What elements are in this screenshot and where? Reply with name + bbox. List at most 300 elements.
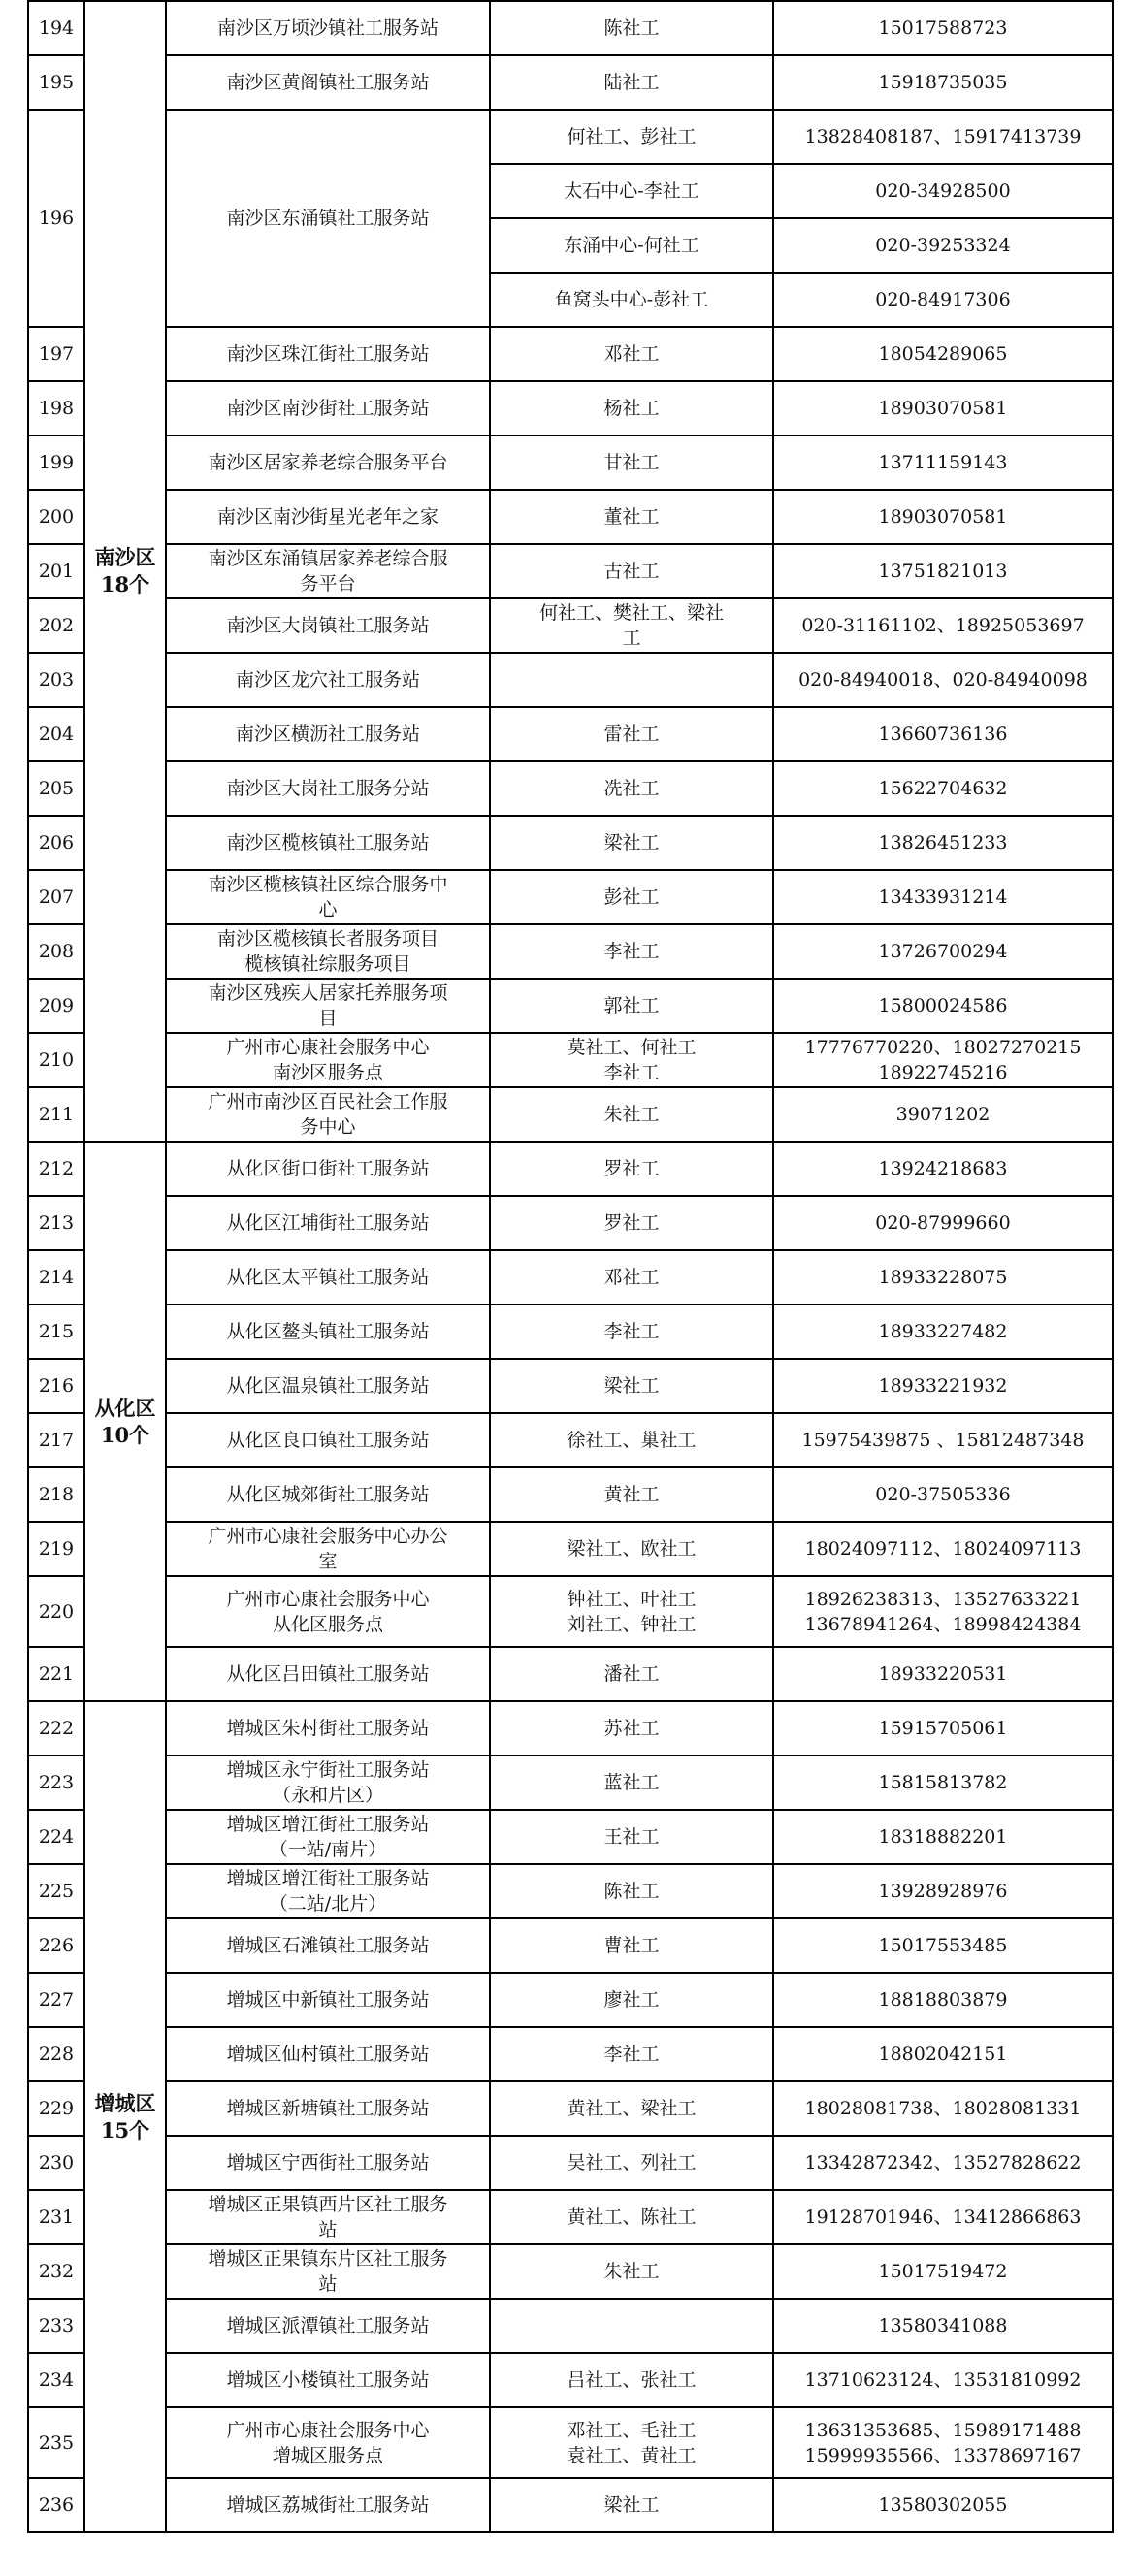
phone-cell xyxy=(773,761,1113,816)
contact-cell xyxy=(490,2299,773,2353)
contact-name-line: 曹社工 xyxy=(603,1935,660,1956)
organization-name-line: 广州市心康社会服务中心 xyxy=(226,2419,430,2441)
organization-cell xyxy=(166,1755,490,1810)
organization-cell xyxy=(166,1413,490,1467)
district-cell-zengcheng xyxy=(84,1701,166,2532)
organization-name-line: 从化区太平镇社工服务站 xyxy=(226,1267,430,1288)
phone-cell xyxy=(773,1467,1113,1522)
phone-cell xyxy=(773,924,1113,979)
phone-cell xyxy=(773,816,1113,870)
row-number-cell: 210 xyxy=(28,1033,84,1087)
contact-cell xyxy=(490,1647,773,1701)
row-number-cell: 220 xyxy=(28,1576,84,1647)
table-row xyxy=(28,1701,1113,1755)
organization-name-line: 增城区荔城街社工服务站 xyxy=(226,2495,430,2516)
phone-number-line: 18802042151 xyxy=(878,2044,1008,2065)
contact-cell xyxy=(490,2478,773,2532)
phone-number-line: 15815813782 xyxy=(878,1772,1008,1793)
row-number-cell: 231 xyxy=(28,2190,84,2244)
contact-cell xyxy=(490,598,773,653)
organization-name-line: 南沙区服务点 xyxy=(272,1062,383,1083)
contact-name-line: 雷社工 xyxy=(603,724,660,745)
phone-number-line: 13711159143 xyxy=(878,452,1008,473)
row-number-cell: 236 xyxy=(28,2478,84,2532)
contact-name-line: 太石中心-李社工 xyxy=(564,180,699,202)
contact-name-line: 罗社工 xyxy=(603,1158,660,1179)
organization-cell xyxy=(166,2407,490,2478)
contact-name-line: 黄社工、梁社工 xyxy=(567,2098,697,2119)
phone-cell xyxy=(773,598,1113,653)
organization-name-line: 南沙区珠江街社工服务站 xyxy=(226,343,430,365)
organization-name-line: 务平台 xyxy=(300,573,356,595)
contact-name-line: 梁社工、欧社工 xyxy=(567,1538,697,1560)
contact-name-line: 朱社工 xyxy=(603,2261,660,2282)
contact-name-line: 吴社工、列社工 xyxy=(567,2152,697,2174)
phone-number-line: 18933228075 xyxy=(878,1267,1008,1288)
contact-cell xyxy=(490,1810,773,1864)
row-number-cell: 199 xyxy=(28,435,84,490)
contact-name-line: 梁社工 xyxy=(603,832,660,853)
contact-cell xyxy=(490,1918,773,1973)
organization-name-line: 增城区新塘镇社工服务站 xyxy=(226,2098,430,2119)
organization-name-line: 南沙区万顷沙镇社工服务站 xyxy=(216,17,439,39)
row-number-cell: 196 xyxy=(28,110,84,327)
contact-cell xyxy=(490,1973,773,2027)
contact-name-line: 廖社工 xyxy=(603,1989,660,2011)
table-row xyxy=(28,2244,1113,2299)
table-row xyxy=(28,1973,1113,2027)
phone-number-line: 18933220531 xyxy=(878,1663,1008,1685)
table-row xyxy=(28,1755,1113,1810)
phone-number-line: 13826451233 xyxy=(878,832,1008,853)
organization-name-line: 增城区正果镇东片区社工服务 xyxy=(208,2248,448,2270)
contact-name-line: 钟社工、叶社工 xyxy=(567,1588,697,1610)
organization-cell xyxy=(166,2244,490,2299)
row-number-cell: 219 xyxy=(28,1522,84,1576)
table-row xyxy=(28,327,1113,381)
organization-cell xyxy=(166,2299,490,2353)
contact-name-line: 古社工 xyxy=(603,561,660,582)
table-row xyxy=(28,55,1113,110)
row-number-cell: 232 xyxy=(28,2244,84,2299)
phone-cell xyxy=(773,435,1113,490)
district-count: 15个 xyxy=(100,2117,150,2142)
organization-name-line: 站 xyxy=(318,2273,338,2295)
contact-name-line: 梁社工 xyxy=(603,2495,660,2516)
table-row xyxy=(28,1142,1113,1196)
organization-cell xyxy=(166,55,490,110)
phone-cell xyxy=(773,218,1113,273)
organization-name-line: 从化区温泉镇社工服务站 xyxy=(226,1375,430,1397)
phone-number-line: 18054289065 xyxy=(878,343,1008,365)
row-number-cell: 206 xyxy=(28,816,84,870)
row-number-cell: 227 xyxy=(28,1973,84,2027)
district-name: 增城区 xyxy=(94,2090,156,2115)
organization-cell xyxy=(166,1359,490,1413)
table-row xyxy=(28,707,1113,761)
contact-cell xyxy=(490,870,773,924)
table-row xyxy=(28,1864,1113,1918)
organization-name-line: 增城区增江街社工服务站 xyxy=(226,1814,430,1835)
phone-number-line: 13726700294 xyxy=(878,941,1008,962)
table-row xyxy=(28,2027,1113,2081)
table-row xyxy=(28,924,1113,979)
contact-cell xyxy=(490,1196,773,1250)
phone-cell xyxy=(773,979,1113,1033)
organization-cell xyxy=(166,1142,490,1196)
organization-name-line: 从化区良口镇社工服务站 xyxy=(226,1430,430,1451)
phone-cell xyxy=(773,2027,1113,2081)
organization-name-line: 广州市心康社会服务中心 xyxy=(226,1588,430,1610)
phone-cell xyxy=(773,110,1113,164)
phone-number-line: 17776770220、18027270215 xyxy=(804,1037,1082,1058)
organization-cell xyxy=(166,2478,490,2532)
contact-cell xyxy=(490,1467,773,1522)
organization-cell xyxy=(166,1467,490,1522)
phone-number-line: 13751821013 xyxy=(878,561,1008,582)
contact-name-line: 李社工 xyxy=(603,1062,660,1083)
table-row xyxy=(28,544,1113,598)
contact-cell xyxy=(490,1359,773,1413)
contact-name-line: 梁社工 xyxy=(603,1375,660,1397)
phone-number-line: 18933221932 xyxy=(878,1375,1008,1397)
organization-name-line: 南沙区横沥社工服务站 xyxy=(235,724,420,745)
organization-name-line: 从化区江埔街社工服务站 xyxy=(226,1212,430,1234)
row-number-cell: 195 xyxy=(28,55,84,110)
organization-name-line: 增城区石滩镇社工服务站 xyxy=(226,1935,430,1956)
district-name: 从化区 xyxy=(94,1395,156,1420)
table-row xyxy=(28,2136,1113,2190)
phone-cell xyxy=(773,1576,1113,1647)
phone-number-line: 020-84917306 xyxy=(875,289,1011,310)
contact-cell xyxy=(490,1755,773,1810)
organization-name-line: 南沙区东涌镇居家养老综合服 xyxy=(208,548,448,569)
organization-cell xyxy=(166,544,490,598)
contact-name-line: 徐社工、巢社工 xyxy=(567,1430,697,1451)
row-number-cell: 197 xyxy=(28,327,84,381)
phone-number-line: 18318882201 xyxy=(878,1826,1008,1848)
table-row xyxy=(28,1304,1113,1359)
contact-cell xyxy=(490,707,773,761)
row-number-cell: 229 xyxy=(28,2081,84,2136)
phone-number-line: 13924218683 xyxy=(878,1158,1008,1179)
contact-cell xyxy=(490,2027,773,2081)
row-number-cell: 216 xyxy=(28,1359,84,1413)
contact-cell xyxy=(490,653,773,707)
phone-number-line: 39071202 xyxy=(895,1104,991,1125)
row-number-cell: 226 xyxy=(28,1918,84,1973)
phone-number-line: 19128701946、13412866863 xyxy=(804,2206,1082,2228)
table-row xyxy=(28,1087,1113,1142)
contact-cell xyxy=(490,327,773,381)
phone-number-line: 13828408187、15917413739 xyxy=(804,126,1082,147)
phone-number-line: 15999935566、13378697167 xyxy=(804,2444,1082,2466)
organization-name-line: 南沙区榄核镇社区综合服务中 xyxy=(208,874,448,895)
row-number-cell: 215 xyxy=(28,1304,84,1359)
row-number-cell: 213 xyxy=(28,1196,84,1250)
phone-cell xyxy=(773,55,1113,110)
row-number-cell: 228 xyxy=(28,2027,84,2081)
contact-name-line: 工 xyxy=(622,628,641,649)
phone-cell xyxy=(773,1413,1113,1467)
contact-name-line: 邓社工 xyxy=(603,343,660,365)
contact-cell xyxy=(490,1701,773,1755)
phone-cell xyxy=(773,490,1113,544)
phone-number-line: 18028081738、18028081331 xyxy=(804,2098,1082,2119)
organization-cell xyxy=(166,2190,490,2244)
contact-cell xyxy=(490,816,773,870)
contact-name-line: 冼社工 xyxy=(603,778,660,799)
contact-cell xyxy=(490,544,773,598)
row-number-cell: 200 xyxy=(28,490,84,544)
phone-number-line: 18926238313、13527633221 xyxy=(804,1588,1082,1610)
organization-cell xyxy=(166,816,490,870)
row-number-cell: 235 xyxy=(28,2407,84,2478)
organization-cell xyxy=(166,1576,490,1647)
organization-name-line: 室 xyxy=(318,1551,338,1572)
organization-name-line: 从化区城郊街社工服务站 xyxy=(226,1484,430,1505)
table-row xyxy=(28,1413,1113,1467)
row-number-cell: 221 xyxy=(28,1647,84,1701)
contact-cell xyxy=(490,55,773,110)
table-row xyxy=(28,1522,1113,1576)
contact-cell xyxy=(490,1087,773,1142)
phone-cell xyxy=(773,327,1113,381)
organization-name-line: 增城区服务点 xyxy=(272,2444,383,2466)
table-row xyxy=(28,2407,1113,2478)
row-number-cell: 224 xyxy=(28,1810,84,1864)
contact-name-line: 苏社工 xyxy=(603,1718,660,1739)
contact-name-line: 朱社工 xyxy=(603,1104,660,1125)
row-number-cell: 212 xyxy=(28,1142,84,1196)
table-row xyxy=(28,435,1113,490)
phone-number-line: 020-39253324 xyxy=(875,235,1011,256)
contact-cell xyxy=(490,979,773,1033)
contact-name-line: 黄社工 xyxy=(603,1484,660,1505)
contact-name-line: 黄社工、陈社工 xyxy=(567,2206,697,2228)
organization-cell xyxy=(166,761,490,816)
phone-cell xyxy=(773,1196,1113,1250)
organization-cell xyxy=(166,1033,490,1087)
phone-cell xyxy=(773,2190,1113,2244)
contact-cell xyxy=(490,2407,773,2478)
organization-name-line: 南沙区榄核镇长者服务项目 xyxy=(216,928,439,950)
organization-name-line: 增城区增江街社工服务站 xyxy=(226,1868,430,1889)
phone-number-line: 15017519472 xyxy=(878,2261,1008,2282)
organization-name-line: （二站/北片） xyxy=(269,1893,387,1915)
organization-name-line: 增城区中新镇社工服务站 xyxy=(226,1989,430,2011)
contact-cell xyxy=(490,273,773,327)
organization-cell xyxy=(166,1250,490,1304)
organization-name-line: 增城区朱村街社工服务站 xyxy=(226,1718,430,1739)
table-row xyxy=(28,1359,1113,1413)
table-row xyxy=(28,2081,1113,2136)
table-row xyxy=(28,1467,1113,1522)
organization-cell xyxy=(166,2136,490,2190)
phone-cell xyxy=(773,1973,1113,2027)
contact-cell xyxy=(490,2190,773,2244)
row-number-cell: 198 xyxy=(28,381,84,435)
organization-name-line: 从化区吕田镇社工服务站 xyxy=(226,1663,430,1685)
contact-name-line: 蓝社工 xyxy=(603,1772,660,1793)
row-number-cell: 223 xyxy=(28,1755,84,1810)
organization-cell xyxy=(166,1087,490,1142)
phone-number-line: 020-31161102、18925053697 xyxy=(801,615,1085,636)
organization-name-line: 广州市心康社会服务中心 xyxy=(226,1037,430,1058)
phone-cell xyxy=(773,2353,1113,2407)
contact-name-line: 李社工 xyxy=(603,2044,660,2065)
table-row xyxy=(28,381,1113,435)
contact-name-line: 潘社工 xyxy=(603,1663,660,1685)
contact-name-line: 何社工、樊社工、梁社 xyxy=(538,602,724,624)
table-row xyxy=(28,816,1113,870)
organization-name-line: 榄核镇社综服务项目 xyxy=(244,953,411,975)
organization-name-line: 心 xyxy=(318,899,338,920)
phone-number-line: 020-87999660 xyxy=(875,1212,1011,1234)
phone-number-line: 18903070581 xyxy=(878,398,1008,419)
row-number-cell: 203 xyxy=(28,653,84,707)
contact-cell xyxy=(490,761,773,816)
organization-cell xyxy=(166,2081,490,2136)
phone-cell xyxy=(773,1755,1113,1810)
phone-cell xyxy=(773,2136,1113,2190)
organization-name-line: 南沙区南沙街星光老年之家 xyxy=(216,506,439,528)
phone-cell xyxy=(773,1142,1113,1196)
contact-cell xyxy=(490,2136,773,2190)
organization-cell xyxy=(166,490,490,544)
phone-cell xyxy=(773,1033,1113,1087)
row-number-cell: 201 xyxy=(28,544,84,598)
organization-name-line: 南沙区榄核镇社工服务站 xyxy=(226,832,430,853)
table-row xyxy=(28,598,1113,653)
contact-name-line: 邓社工、毛社工 xyxy=(567,2419,697,2441)
phone-number-line: 15918735035 xyxy=(878,72,1008,93)
row-number-cell: 208 xyxy=(28,924,84,979)
organization-name-line: 增城区派潭镇社工服务站 xyxy=(226,2315,430,2336)
contact-name-line: 彭社工 xyxy=(603,886,660,908)
organization-cell xyxy=(166,1864,490,1918)
organization-name-line: 增城区正果镇西片区社工服务 xyxy=(208,2194,448,2215)
row-number-cell: 222 xyxy=(28,1701,84,1755)
row-number-cell: 233 xyxy=(28,2299,84,2353)
contact-name-line: 鱼窝头中心-彭社工 xyxy=(554,289,709,310)
phone-number-line: 020-37505336 xyxy=(875,1484,1011,1505)
organization-name-line: 目 xyxy=(318,1008,338,1029)
row-number-cell: 234 xyxy=(28,2353,84,2407)
contact-name-line: 李社工 xyxy=(603,1321,660,1342)
contact-name-line: 罗社工 xyxy=(603,1212,660,1234)
phone-number-line: 15915705061 xyxy=(878,1718,1008,1739)
table-row xyxy=(28,1033,1113,1087)
organization-name-line: （一站/南片） xyxy=(269,1839,387,1860)
organization-name-line: 从化区服务点 xyxy=(272,1613,383,1635)
organization-cell xyxy=(166,653,490,707)
contact-cell xyxy=(490,218,773,273)
phone-number-line: 13710623124、13531810992 xyxy=(804,2369,1082,2391)
table-row xyxy=(28,110,1113,164)
district-count: 10个 xyxy=(100,1422,150,1447)
contact-name-line: 何社工、彭社工 xyxy=(567,126,697,147)
organization-name-line: 南沙区东涌镇社工服务站 xyxy=(226,208,430,229)
phone-cell xyxy=(773,1701,1113,1755)
organization-name-line: 南沙区残疾人居家托养服务项 xyxy=(208,982,448,1004)
phone-cell xyxy=(773,2478,1113,2532)
row-number-cell: 214 xyxy=(28,1250,84,1304)
phone-number-line: 13678941264、18998424384 xyxy=(804,1613,1082,1635)
phone-cell xyxy=(773,1647,1113,1701)
phone-number-line: 15017553485 xyxy=(878,1935,1008,1956)
contact-name-line: 郭社工 xyxy=(603,995,660,1016)
organization-name-line: 南沙区南沙街社工服务站 xyxy=(226,398,430,419)
contact-name-line: 邓社工 xyxy=(603,1267,660,1288)
row-number-cell: 230 xyxy=(28,2136,84,2190)
district-name: 南沙区 xyxy=(94,545,156,569)
contact-name-line: 刘社工、钟社工 xyxy=(567,1613,697,1635)
phone-number-line: 18933227482 xyxy=(878,1321,1008,1342)
table-row xyxy=(28,2190,1113,2244)
organization-cell xyxy=(166,1304,490,1359)
phone-number-line: 15975439875 、15812487348 xyxy=(801,1430,1085,1451)
organization-name-line: 南沙区龙穴社工服务站 xyxy=(235,669,420,691)
row-number-cell: 194 xyxy=(28,1,84,55)
table-row xyxy=(28,1918,1113,1973)
phone-number-line: 13342872342、13527828622 xyxy=(804,2152,1082,2174)
phone-number-line: 15622704632 xyxy=(878,778,1008,799)
phone-cell xyxy=(773,1864,1113,1918)
contact-cell xyxy=(490,1,773,55)
organization-name-line: 增城区永宁街社工服务站 xyxy=(226,1759,430,1781)
phone-number-line: 18024097112、18024097113 xyxy=(804,1538,1082,1560)
contact-name-line: 杨社工 xyxy=(603,398,660,419)
table-row xyxy=(28,2299,1113,2353)
organization-name-line: 从化区鳌头镇社工服务站 xyxy=(226,1321,430,1342)
contact-name-line: 王社工 xyxy=(603,1826,660,1848)
contact-name-line: 李社工 xyxy=(603,941,660,962)
contact-cell xyxy=(490,2081,773,2136)
contact-cell xyxy=(490,1522,773,1576)
phone-cell xyxy=(773,1,1113,55)
contact-cell xyxy=(490,2244,773,2299)
row-number-cell: 211 xyxy=(28,1087,84,1142)
phone-cell xyxy=(773,273,1113,327)
table-row xyxy=(28,2353,1113,2407)
contact-name-line: 东涌中心-何社工 xyxy=(564,235,699,256)
contact-cell xyxy=(490,924,773,979)
table-row xyxy=(28,1,1113,55)
contact-cell xyxy=(490,435,773,490)
contact-cell xyxy=(490,164,773,218)
table-row xyxy=(28,979,1113,1033)
phone-number-line: 13580341088 xyxy=(878,2315,1008,2336)
social-work-stations-table-container xyxy=(27,0,1112,2533)
organization-cell xyxy=(166,1647,490,1701)
phone-cell xyxy=(773,1087,1113,1142)
contact-cell xyxy=(490,1304,773,1359)
contact-cell xyxy=(490,1033,773,1087)
contact-name-line: 董社工 xyxy=(603,506,660,528)
table-row xyxy=(28,870,1113,924)
phone-number-line: 13580302055 xyxy=(878,2495,1008,2516)
contact-cell xyxy=(490,1576,773,1647)
contact-name-line: 袁社工、黄社工 xyxy=(567,2444,697,2466)
phone-number-line: 15017588723 xyxy=(878,17,1008,39)
row-number-cell: 218 xyxy=(28,1467,84,1522)
contact-name-line: 陈社工 xyxy=(603,1881,660,1902)
phone-cell xyxy=(773,164,1113,218)
organization-cell xyxy=(166,2353,490,2407)
organization-cell xyxy=(166,1522,490,1576)
phone-number-line: 020-34928500 xyxy=(875,180,1011,202)
